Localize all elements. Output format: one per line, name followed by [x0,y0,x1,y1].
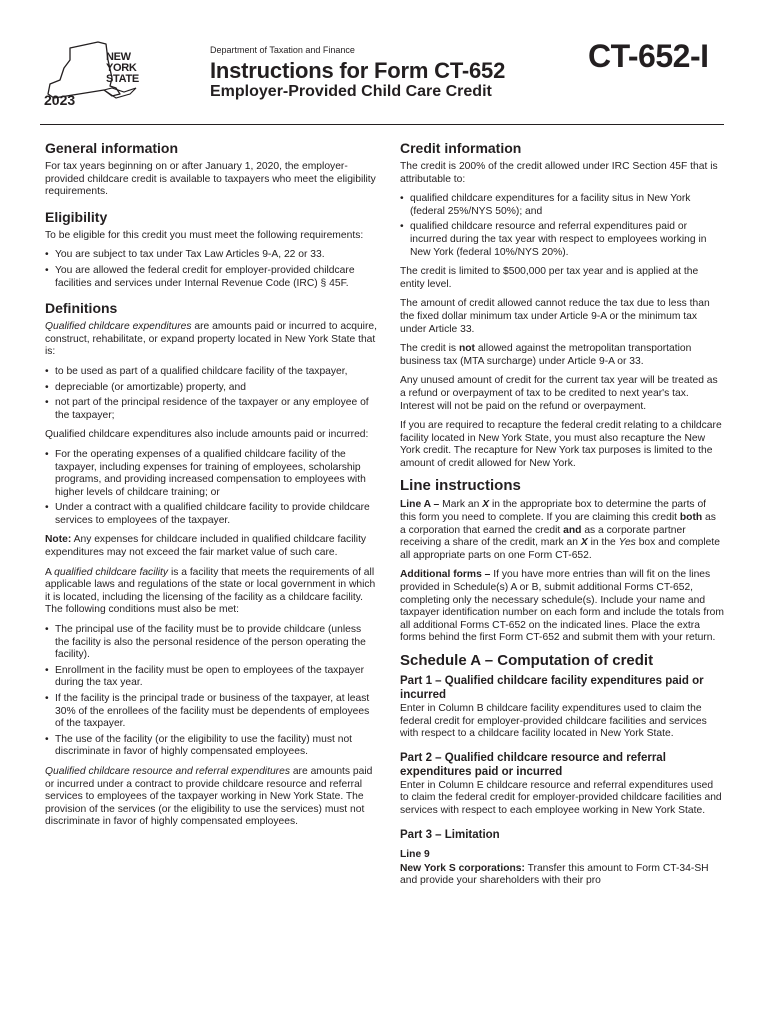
part1-text: Enter in Column B childcare facility expenditures used to claim the federal credit for employer-provided childcare facilities and services with respect to a childcare facility located in New York State. [400,703,707,740]
line9-label: Line 9 [400,848,430,860]
page-subtitle: Employer-Provided Child Care Credit [210,83,492,100]
list-item: • For the operating expenses of a qualified childcare facility of the taxpayer, including expenses for training of employees, scholarship programs, and providing increased compensation to employees with higher levels of childcare training; or [45,448,366,498]
credit-reduce: The amount of credit allowed cannot reduce the tax due to less than the fixed dollar minimum tax under Article 9-A or the minimum tax under Article 33. [400,298,710,335]
right-column [400,140,724,895]
list-item: • not part of the principal residence of the taxpayer or any employee of the taxpayer; [45,397,369,421]
credit-intro: The credit is 200% of the credit allowed under IRC Section 45F that is attributable to: [400,161,718,185]
list-item: • qualified childcare resource and referral expenditures paid or incurred during the tax year with respect to employees working in New York (federal 10%/NYS 20%). [400,221,707,258]
list-item: • If the facility is the principal trade or business of the taxpayer, at least 30% of the enrollees of the facility must be dependents of employees of the taxpayer. [45,693,370,730]
part1-heading: Part 1 – Qualified childcare facility expenditures paid or incurred [400,675,704,701]
credit-mta: The credit is not allowed against the metropolitan transportation business tax (MTA surcharge) under Article 9-A or 33. [400,343,692,367]
also-include: Qualified childcare expenditures also include amounts paid or incurred: [45,429,369,441]
schedule-a-heading: Schedule A – Computation of credit [400,652,654,669]
note: Note: Any expenses for childcare included in qualified childcare facility expenditures may not exceed the fair market value of such care. [45,534,367,559]
list-item: • The principal use of the facility must be to provide childcare (unless the facility is also the personal residence of the person operating the facility). [45,624,366,661]
page-title: Instructions for Form CT-652 [210,58,506,83]
qce-definition: Qualified childcare expenditures are amounts paid or incurred to acquire, construct, rehabilitate, or expand property located in New York State that is: [45,321,377,358]
credit-info-heading: Credit information [400,140,522,156]
list-item: • to be used as part of a qualified childcare facility of the taxpayer, [45,365,348,377]
part2-heading: Part 2 – Qualified childcare resource and referral expenditures paid or incurred [400,751,666,778]
part2-text: Enter in Column E childcare resource and referral expenditures used to claim the federal credit for employer-provided childcare facilities and services with respect to each employee working in New York State. [400,779,722,816]
eligibility-list [45,249,377,290]
line-instructions-heading: Line instructions [400,477,521,495]
qce-list [45,366,377,422]
list-item: • Enrollment in the facility must be open to employees of the taxpayer during the tax year. [45,664,365,689]
logo-line-3: STATE [106,73,139,85]
credit-list [400,193,724,259]
logo-line-2: YORK [106,62,137,74]
list-item: • You are allowed the federal credit for employer-provided childcare facilities and services under Internal Revenue Code (IRC) § 45F. [45,264,355,289]
general-intro: For tax years beginning on or after January 1, 2020, the employer-provided childcare credit is available to taxpayers who meet the eligibility requirements. [45,161,376,198]
list-item: • depreciable (or amortizable) property, and [45,381,246,393]
credit-unused: Any unused amount of credit for the current tax year will be treated as a refund or overpayment of tax to be credited to next year's tax. Interest will not be paid on the refund or overpayment. [400,375,718,412]
referral-definition: Qualified childcare resource and referral expenditures are amounts paid or incurred under a contract to provide childcare resource and referral services to employees of the taxpayer working in New York State. The provision of the services (or the eligibility to use the services) must not discriminate in favor of highly compensated employees. [45,765,373,828]
nys-logo [40,38,160,113]
logo-year: 2023 [44,92,76,108]
also-list [45,449,377,528]
part3-heading: Part 3 – Limitation [400,828,500,841]
facility-definition: A qualified childcare facility is a facility that meets the requirements of all applicable laws and regulations of the state or local government in which it is located, including the licensing of the facility as a childcare facility. The following conditions must also be met: [45,566,376,616]
form-number: CT-652-I [588,38,709,74]
credit-limit: The credit is limited to $500,000 per tax year and is applied at the entity level. [400,266,699,290]
header-divider [40,124,724,125]
left-column [45,140,377,836]
department-name: Department of Taxation and Finance [210,45,355,55]
eligibility-intro: To be eligible for this credit you must meet the following requirements: [45,229,364,241]
list-item: • The use of the facility (or the eligibility to use the facility) must not discriminate in favor of highly compensated employees. [45,733,353,758]
logo-text [106,52,139,85]
definitions-heading: Definitions [45,300,118,317]
logo-line-1: NEW [106,51,131,63]
list-item: • Under a contract with a qualified childcare facility to provide childcare services to employees of the taxpayer. [45,502,370,526]
credit-recapture: If you are required to recapture the federal credit relating to a childcare facility located in New York State, you must also recapture the New York credit. The recapture for New York tax purposes is limited to the amount of credit allowed for New York. [400,420,722,469]
line9-text: New York S corporations: Transfer this amount to Form CT-34-SH and provide your shareholders with their pro [400,862,709,887]
list-item: • qualified childcare expenditures for a facility situs in New York (federal 25%/NYS 50%); and [400,193,691,217]
eligibility-heading: Eligibility [45,208,108,225]
facility-list [45,624,377,759]
list-item: • You are subject to tax under Tax Law Articles 9-A, 22 or 33. [45,249,325,261]
additional-forms: Additional forms – If you have more entries than will fit on the lines provided in Schedule(s) A or B, submit additional Forms CT-652, completing only the necessary schedule(s). Include your name and taxpayer identification number on each form and include the totals from all additional Forms CT-652 on the indicated lines. Place the extra forms behind the first Form CT-652 and submit them with your return. [400,569,724,644]
general-heading: General information [45,140,179,156]
line-a: Line A – Mark an X in the appropriate box to determine the parts of this form you need to complete. If you are claiming this credit both as a corporation that earned the credit and as a corporate partner receiving a share of the credit, mark an X in the Yes box and complete all appropriate parts on one Form CT-652. [400,499,720,561]
